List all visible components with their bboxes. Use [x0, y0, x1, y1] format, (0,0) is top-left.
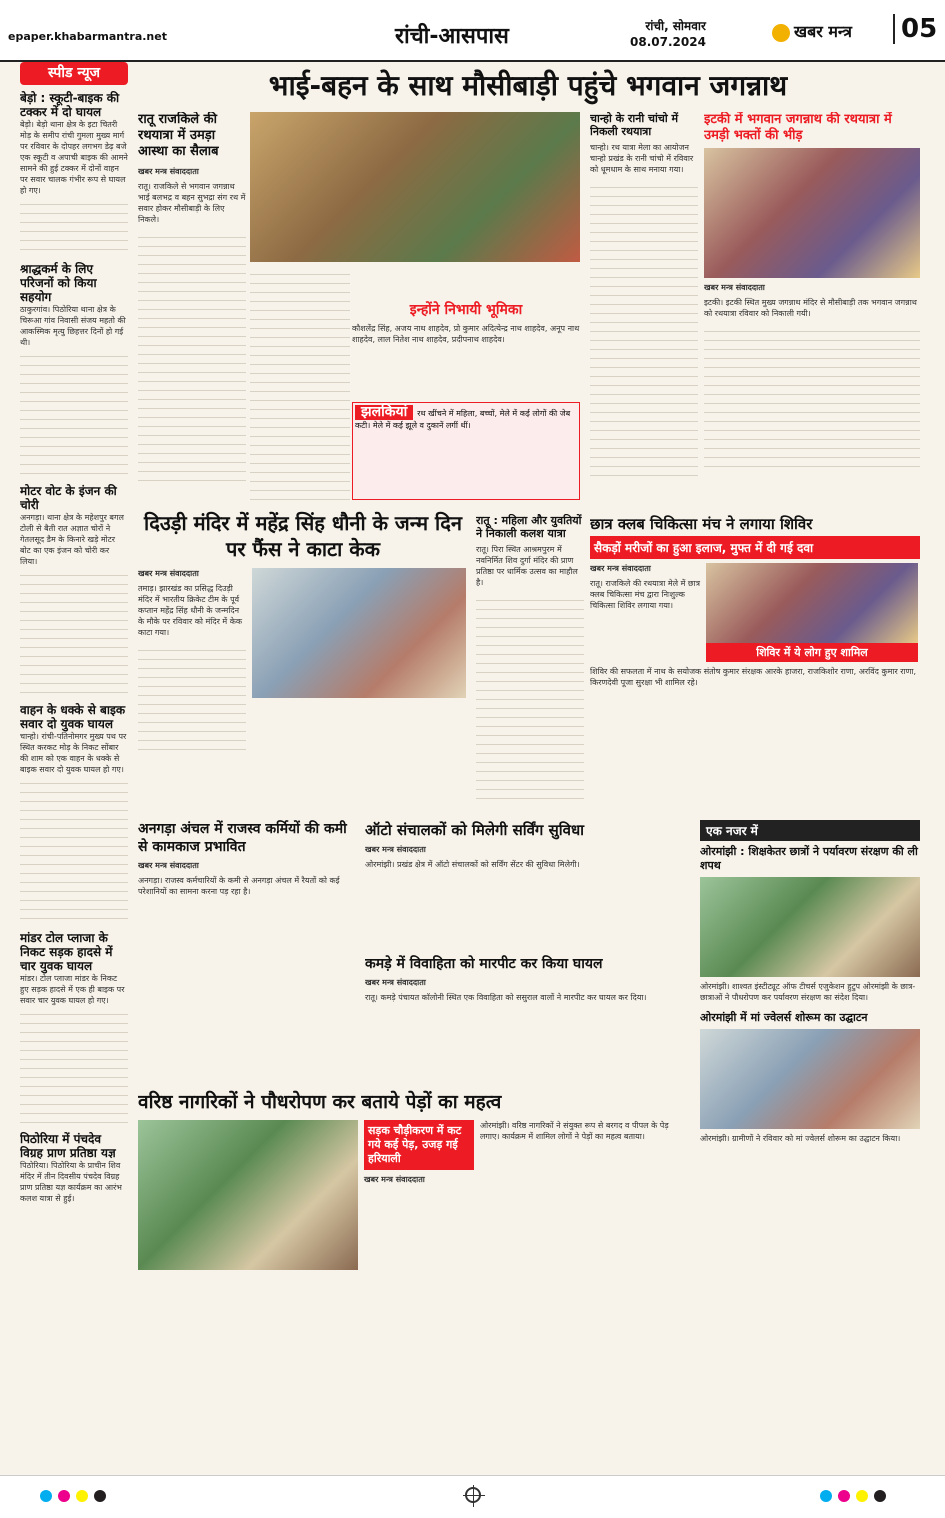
paudharopan-article — [138, 1090, 695, 1470]
photo-caption: शिविर में ये लोग हुए शामिल — [706, 643, 918, 662]
rath-photo — [250, 112, 580, 262]
bhumika-box — [352, 300, 580, 400]
camp-photo — [706, 563, 918, 643]
brief-text: अनगड़ा। थाना क्षेत्र के महेशपुर बगल टोली से बैती रात अज्ञात चोरों ने गेतलसूद डैम के किनारे खड़े मोटर बोट का एक इंजन को चोरी कर लिया। — [20, 513, 124, 566]
kamde-article — [365, 955, 695, 1085]
article-text: इटकी। इटकी स्थित मुख्य जगन्नाथ मंदिर से मौसीबाड़ी तक भगवान जगन्नाथ को रथयात्रा रविवार को निकाली गयी। — [704, 298, 917, 318]
brief-text: चान्हो। रांची-पतिनोमगर मुख्य पथ पर स्थित करकट मोड़ के निकट सोंबार की शाम को एक वाहन के धक्के से बाइक सवार दो युवक घायल हो गए। — [20, 732, 127, 774]
text-lines — [250, 266, 350, 501]
page-number: 05 — [893, 14, 937, 44]
brief-story — [20, 91, 128, 256]
brief-text: मांडर। टोल प्लाजा मांडर के निकट हुए सड़क हादसे में एक ही बाइक पर सवार चार युवक घायल हो गए। — [20, 974, 125, 1005]
dateline — [630, 18, 706, 50]
kalash-article — [476, 514, 584, 814]
byline: खबर मन्त्र संवाददाता — [704, 283, 765, 292]
article-headline: रातू राजकिले की रथयात्रा में उमड़ा आस्था का सैलाब — [138, 112, 219, 159]
registration-dot — [874, 1490, 886, 1502]
article-headline: अनगड़ा अंचल में राजस्व कर्मियों की कमी से कामकाज प्रभावित — [138, 821, 347, 855]
text-lines — [20, 775, 128, 925]
chhatra-article — [590, 514, 920, 814]
byline: खबर मन्त्र संवाददाता — [138, 167, 199, 176]
article-headline: दिउड़ी मंदिर में महेंद्र सिंह धौनी के जन्म दिन पर फैंस ने काटा केक — [144, 511, 462, 561]
registration-dot — [94, 1490, 106, 1502]
brief-text: बेड़ो। बेड़ो थाना क्षेत्र के इटा चितरी मोड़ के समीप रांची गुमला मुख्य मार्ग पर रविवार के दोपहर लगभग डेढ़ बजे एक स्कूटी व अपाची बाइक की आमने सामने की हुई टक्कर में दोनों वाहन पर सवार चालक गंभीर रूप से घायल हो गए। — [20, 120, 128, 195]
sun-icon — [772, 24, 790, 42]
article-text: रातू। राजकिले से भगवान जगन्नाथ भाई बलभद्र व बहन सुभद्रा संग रथ में सवार होकर मौसीबाड़ी के लिए निकले। — [138, 182, 246, 224]
page-header — [0, 0, 945, 62]
jhalkiyan-text: रथ खींचने में महिला, बच्चों, मेले में कई लोगों की जेब कटी। मेले में कई झूले व दुकानें लगीं थीं। — [355, 409, 571, 430]
jhalkiyan-box — [352, 402, 580, 500]
brief-headline: बेड़ो : स्कूटी-बाइक की टक्कर में दो घायल — [20, 91, 120, 119]
text-lines — [590, 179, 698, 479]
brief-text: पिठोरिया। पिठोरिया के प्राचीन शिव मंदिर में तीन दिवसीय पंचदेव विग्रह प्राण प्रतिष्ठा यज्ञ कार्यक्रम का आरंभ कलश यात्रा से हुई। — [20, 1161, 122, 1203]
article-headline: वरिष्ठ नागरिकों ने पौधरोपण कर बताये पेड़ों का महत्व — [138, 1091, 502, 1113]
bhumika-text: कौशलेंद्र सिंह, अजय नाथ शाहदेव, प्रो कुमार अदित्येन्द्र नाथ शाहदेव, अनूप नाथ शाहदेव, लाल नितेश नाथ शाहदेव, प्रदीपनाथ शाहदेव। — [352, 324, 580, 344]
section-title: रांची-आसपास — [395, 24, 509, 49]
nazar-label: एक नजर में — [700, 820, 920, 841]
article-headline: चान्हो के रानी चांचो में निकली रथयात्रा — [590, 112, 679, 138]
nazar-headline: ओरमांझी : शिक्षकेतर छात्रों ने पर्यावरण संरक्षण की ली शपथ — [700, 845, 918, 872]
nazar-text: ओरमांझी। शाश्वत इंस्टीट्यूट ऑफ टीचर्स एजुकेशन हुटुप ओरमांझी के छात्र-छात्राओं ने पौधरोपण कर पर्यावरण संरक्षण का संदेश दिया। — [700, 982, 916, 1002]
speed-news-column — [20, 62, 128, 1467]
byline: खबर मन्त्र संवाददाता — [590, 564, 651, 573]
nazar-text: ओरमांझी। ग्रामीणों ने रविवार को मां ज्वेलर्स शोरूम का उद्घाटन किया। — [700, 1134, 901, 1143]
article-subhead: सैकड़ों मरीजों का हुआ इलाज, मुफ्त में दी गई दवा — [590, 536, 920, 559]
byline: खबर मन्त्र संवाददाता — [138, 569, 199, 578]
registration-dot — [58, 1490, 70, 1502]
text-lines — [20, 348, 128, 478]
registration-dot — [856, 1490, 868, 1502]
brief-headline: पिठोरिया में पंचदेव विग्रह प्राण प्रतिष्ठा यज्ञ — [20, 1132, 116, 1160]
brief-headline: मांडर टोल प्लाजा के निकट सड़क हादसे में चार युवक घायल — [20, 931, 113, 973]
rajaswa-article — [138, 820, 360, 1085]
print-footer — [0, 1475, 945, 1518]
text-lines — [20, 1006, 128, 1126]
camp-note: शिविर की सफलता में नाथ के सयोजक संतोष कुमार संरक्षक आरके हाजरा, राजकिशोर राणा, अरविंद कुमार राणा, किरणदेवी पूजा सुरक्षा भी शामिल रहे। — [590, 667, 917, 687]
text-lines — [20, 567, 128, 697]
bhumika-heading: इन्होंने निभायी भूमिका — [409, 302, 523, 318]
itki-photo — [704, 148, 920, 278]
nazar-column — [700, 820, 920, 1380]
text-lines — [138, 229, 246, 489]
side-box: सड़क चौड़ीकरण में कट गये कई पेड़, उजड़ गई हरियाली — [364, 1120, 474, 1170]
brief-story — [20, 262, 128, 478]
registration-dot — [820, 1490, 832, 1502]
article-text: अनगड़ा। राजस्व कर्मचारियों के कमी से अनगड़ा अंचल में रैयतों को कई परेशानियों का सामना करना पड़ रहा है। — [138, 876, 340, 896]
text-lines — [20, 196, 128, 256]
registration-dot — [40, 1490, 52, 1502]
article-text: रातू। पिरा स्थित आश्रमपुरम में नवनिर्मित शिव दुर्गा मंदिर की प्राण प्रतिष्ठा पर धार्मिक उत्सव का माहौल है। — [476, 545, 578, 587]
article-text: ओरमांझी। प्रखंड क्षेत्र में ऑटो संचालकों को सर्विंग सेंटर की सुविधा मिलेगी। — [365, 860, 580, 869]
nazar-photo — [700, 877, 920, 977]
byline: खबर मन्त्र संवाददाता — [138, 861, 199, 870]
dhoni-article — [138, 510, 468, 815]
article-headline: कमड़े में विवाहिता को मारपीट कर किया घायल — [365, 956, 603, 972]
jhalkiyan-tag: झलकियां — [355, 405, 413, 420]
article-text: ओरमांझी। वरिष्ठ नागरिकों ने संयुक्त रूप से बरगद व पीपल के पेड़ लगाए। कार्यक्रम में शामिल लोगों ने पेड़ों का महत्व बताया। — [480, 1121, 669, 1141]
article-text: रातू। राजकिले की रथयात्रा मेले में छात्र क्लब चिकित्सा मंच द्वारा निःशुल्क चिकित्सा शिविर लगाया गया। — [590, 579, 701, 610]
dhoni-photo — [252, 568, 466, 698]
article-headline: इटकी में भगवान जगन्नाथ की रथयात्रा में उमड़ी भक्तों की भीड़ — [704, 112, 892, 143]
text-lines — [476, 592, 584, 802]
brief-story — [20, 703, 128, 925]
registration-dot — [838, 1490, 850, 1502]
site-url[interactable]: epaper.khabarmantra.net — [8, 30, 167, 43]
brief-story — [20, 931, 128, 1126]
nazar-photo — [700, 1029, 920, 1129]
brief-headline: श्राद्धकर्म के लिए परिजनों को किया सहयोग — [20, 262, 97, 304]
banner-headline: भाई-बहन के साथ मौसीबाड़ी पहुंचे भगवान जगन्नाथ — [268, 69, 788, 102]
speed-news-label: स्पीड न्यूज — [20, 62, 128, 85]
auto-article — [365, 820, 695, 950]
registration-dot — [76, 1490, 88, 1502]
date: 08.07.2024 — [630, 35, 706, 49]
brief-headline: मोटर वोट के इंजन की चोरी — [20, 484, 117, 512]
byline: खबर मन्त्र संवाददाता — [365, 845, 426, 854]
brief-story — [20, 1132, 128, 1204]
brief-headline: वाहन के धक्के से बाइक सवार दो युवक घायल — [20, 703, 126, 731]
article-text: तमाड़। झारखंड का प्रसिद्ध दिउड़ी मंदिर में भारतीय क्रिकेट टीम के पूर्व कप्तान महेंद्र सिंह धौनी के जन्मदिन के मौके पर रविवार को मंदिर में केक काटा गया। — [138, 584, 243, 637]
brand-name: खबर मन्त्र — [794, 22, 852, 41]
brief-text: ठाकुरगांव। पिठोरिया थाना क्षेत्र के चिरूआ गांव निवासी संजय महतो की आकस्मिक मृत्यु छिहत्तर दिनों हो गई थी। — [20, 305, 126, 347]
byline: खबर मन्त्र संवाददाता — [365, 978, 426, 987]
chanho-article — [590, 112, 698, 502]
article-headline: छात्र क्लब चिकित्सा मंच ने लगाया शिविर — [590, 515, 813, 533]
article-text: चान्हो। रथ यात्रा मेला का आयोजन चान्हो प्रखंड के रानी चांचो में रविवार को धूमधाम के साथ मनाया गया। — [590, 143, 694, 174]
plantation-photo — [138, 1120, 358, 1270]
article-text: रातू। कमड़े पंचायत कॉलोनी स्थित एक विवाहिता को ससुराल वालों ने मारपीट कर घायल कर दिया। — [365, 993, 647, 1002]
byline: खबर मन्त्र संवाददाता — [364, 1175, 425, 1184]
article-headline: ऑटो संचालकों को मिलेगी सर्विंग सुविधा — [365, 821, 585, 839]
city-day: रांची, सोमवार — [645, 19, 706, 33]
text-lines — [138, 642, 246, 752]
brand-logo — [772, 20, 852, 42]
brief-story — [20, 484, 128, 697]
nazar-headline: ओरमांझी में मां ज्वेलर्स शोरूम का उद्घाटन — [700, 1011, 868, 1024]
registration-target-icon — [465, 1487, 481, 1503]
ratu-rath-article — [138, 112, 246, 502]
article-headline: रातू : महिला और युवतियों ने निकाली कलश यात्रा — [476, 514, 582, 540]
itki-article — [704, 112, 920, 502]
text-lines — [704, 323, 920, 473]
